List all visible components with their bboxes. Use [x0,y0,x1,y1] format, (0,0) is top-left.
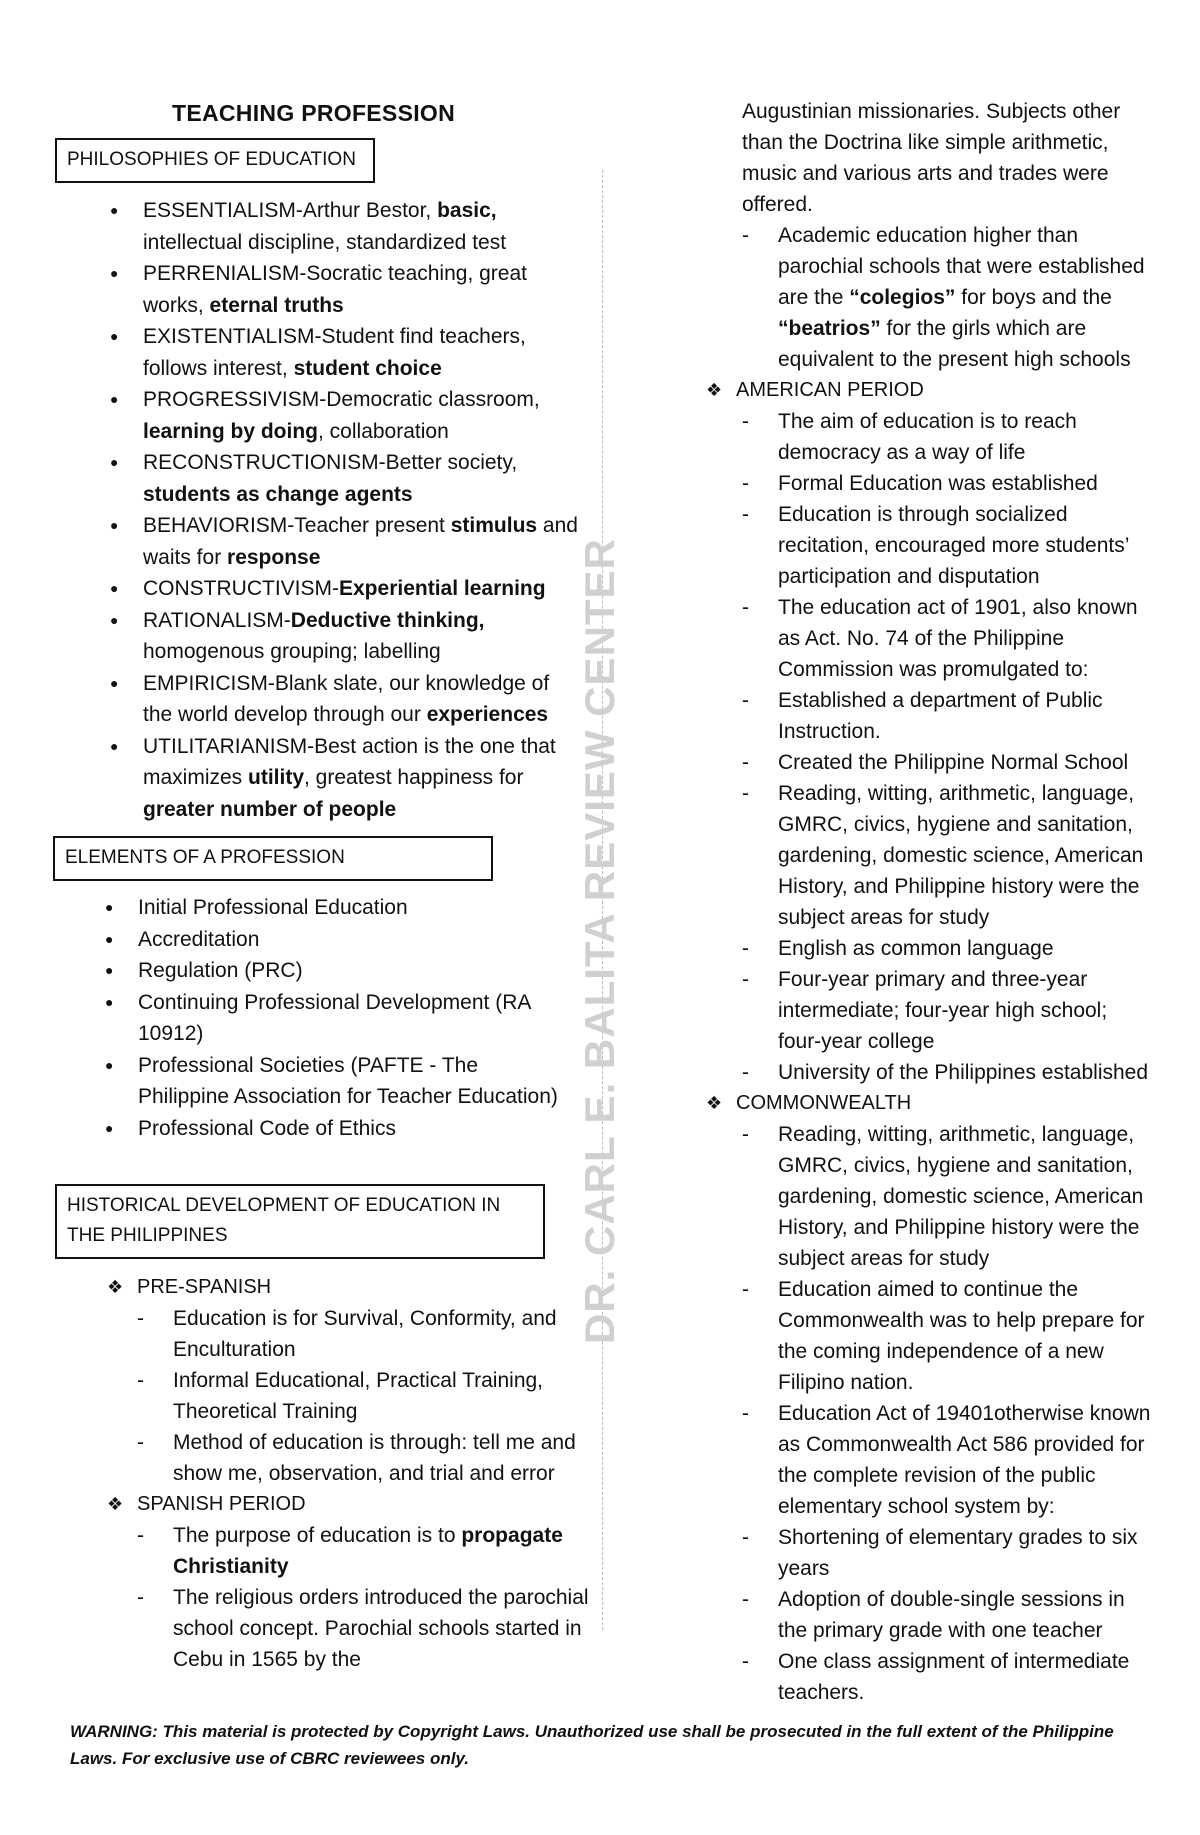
list-item: - University of the Philippines established [742,1057,1155,1088]
list-item: - The aim of education is to reach democracy as a way of life [742,406,1155,468]
diamond-bullet-icon: ❖ [706,1093,723,1113]
list-item: - Education is for Survival, Conformity, and Enculturation [137,1303,607,1365]
philosophy-item: ● BEHAVIORISM-Teacher present stimulus and waits for response [110,510,580,573]
philosophy-item: ● EMPIRICISM-Blank slate, our knowledge of the world develop through our experiences [110,668,580,731]
philosophy-item: ● RATIONALISM-Deductive thinking, homogenous grouping; labelling [110,605,580,668]
list-item: - Method of education is through: tell me and show me, observation, and trial and error [137,1427,607,1489]
page-title: TEACHING PROFESSION [172,100,456,126]
profession-element-item: ● Initial Professional Education [105,892,565,924]
list-item: - Informal Educational, Practical Training, Theoretical Training [137,1365,607,1427]
copyright-warning: WARNING: This material is protected by Copyright Laws. Unauthorized use shall be prosecuted in the full extent of the Philippine Laws. For exclusive use of CBRC reviewees only. [70,1722,1114,1768]
list-item: - Education Act of 19401otherwise known as Commonwealth Act 586 provided for the complete revision of the public elementary school system by: [742,1398,1155,1522]
list-item: - One class assignment of intermediate teachers. [742,1646,1155,1708]
list-item: - Adoption of double-single sessions in the primary grade with one teacher [742,1584,1155,1646]
american-label: ❖ AMERICAN PERIOD [706,375,1155,406]
right-column [670,96,1155,1708]
list-item: - English as common language [742,933,1155,964]
historical-heading: HISTORICAL DEVELOPMENT OF EDUCATION IN THE PHILIPPINES [55,1184,545,1259]
spanish-label: ❖ SPANISH PERIOD [107,1489,607,1520]
elements-heading: ELEMENTS OF A PROFESSION [53,836,493,881]
list-item: - Formal Education was established [742,468,1155,499]
list-item: - The purpose of education is to propagate Christianity [137,1520,607,1582]
watermark-text: DR. CARL E. BALITA REVIEW CENTER [576,538,623,1344]
profession-element-item: ● Continuing Professional Development (RA 10912) [105,987,565,1050]
philosophies-heading: PHILOSOPHIES OF EDUCATION [55,138,375,183]
list-item: - Academic education higher than parochial schools that were established are the “colegios” for boys and the “beatrios” for the girls which are equivalent to the present high schools [742,220,1155,375]
profession-element-item: ● Professional Societies (PAFTE - The Philippine Association for Teacher Education) [105,1050,565,1113]
philosophy-item: ● PERRENIALISM-Socratic teaching, great works, eternal truths [110,258,580,321]
list-item: - Created the Philippine Normal School [742,747,1155,778]
profession-element-item: ● Accreditation [105,924,565,956]
elements-list [105,892,565,1144]
list-item: - Education is through socialized recitation, encouraged more students’ participation and disputation [742,499,1155,592]
pre-spanish-label: ❖ PRE-SPANISH [107,1272,607,1303]
list-item: - Four-year primary and three-year intermediate; four-year high school; four-year college [742,964,1155,1057]
diamond-bullet-icon: ❖ [706,380,723,400]
list-item: - The religious orders introduced the parochial school concept. Parochial schools started in Cebu in 1565 by the [137,1582,607,1675]
philosophy-item: ● PROGRESSIVISM-Democratic classroom, learning by doing, collaboration [110,384,580,447]
diamond-bullet-icon: ❖ [107,1277,124,1297]
philosophy-item: ● ESSENTIALISM-Arthur Bestor, basic, intellectual discipline, standardized test [110,195,580,258]
profession-element-item: ● Professional Code of Ethics [105,1113,565,1145]
philosophy-item: ● RECONSTRUCTIONISM-Better society, students as change agents [110,447,580,510]
list-item: - Reading, witting, arithmetic, language, GMRC, civics, hygiene and sanitation, gardening, domestic science, American History, and Philippine history were the subject areas for study [742,1119,1155,1274]
list-item: - Established a department of Public Instruction. [742,685,1155,747]
philosophy-item: ● EXISTENTIALISM-Student find teachers, follows interest, student choice [110,321,580,384]
list-item: - Education aimed to continue the Commonwealth was to help prepare for the coming independence of a new Filipino nation. [742,1274,1155,1398]
philosophy-item: ● CONSTRUCTIVISM-Experiential learning [110,573,580,605]
commonwealth-label: ❖ COMMONWEALTH [706,1088,1155,1119]
diamond-bullet-icon: ❖ [107,1494,124,1514]
philosophies-list [110,195,580,825]
spanish-continuation: Augustinian missionaries. Subjects other than the Doctrina like simple arithmetic, music and various arts and trades were offered. - Academic education higher than parochial schools that were established are the “colegios” for boys and the “beatrios” for the girls which are equivalent to the present high schools [670,96,1155,375]
list-item: - Reading, witting, arithmetic, language, GMRC, civics, hygiene and sanitation, gardening, domestic science, American History, and Philippine history were the subject areas for study [742,778,1155,933]
list-item: - Shortening of elementary grades to six years [742,1522,1155,1584]
philosophy-item: ● UTILITARIANISM-Best action is the one that maximizes utility, greatest happiness for greater number of people [110,731,580,826]
profession-element-item: ● Regulation (PRC) [105,955,565,987]
list-item: - The education act of 1901, also known as Act. No. 74 of the Philippine Commission was promulgated to: [742,592,1155,685]
pre-spanish-section [107,1272,607,1675]
